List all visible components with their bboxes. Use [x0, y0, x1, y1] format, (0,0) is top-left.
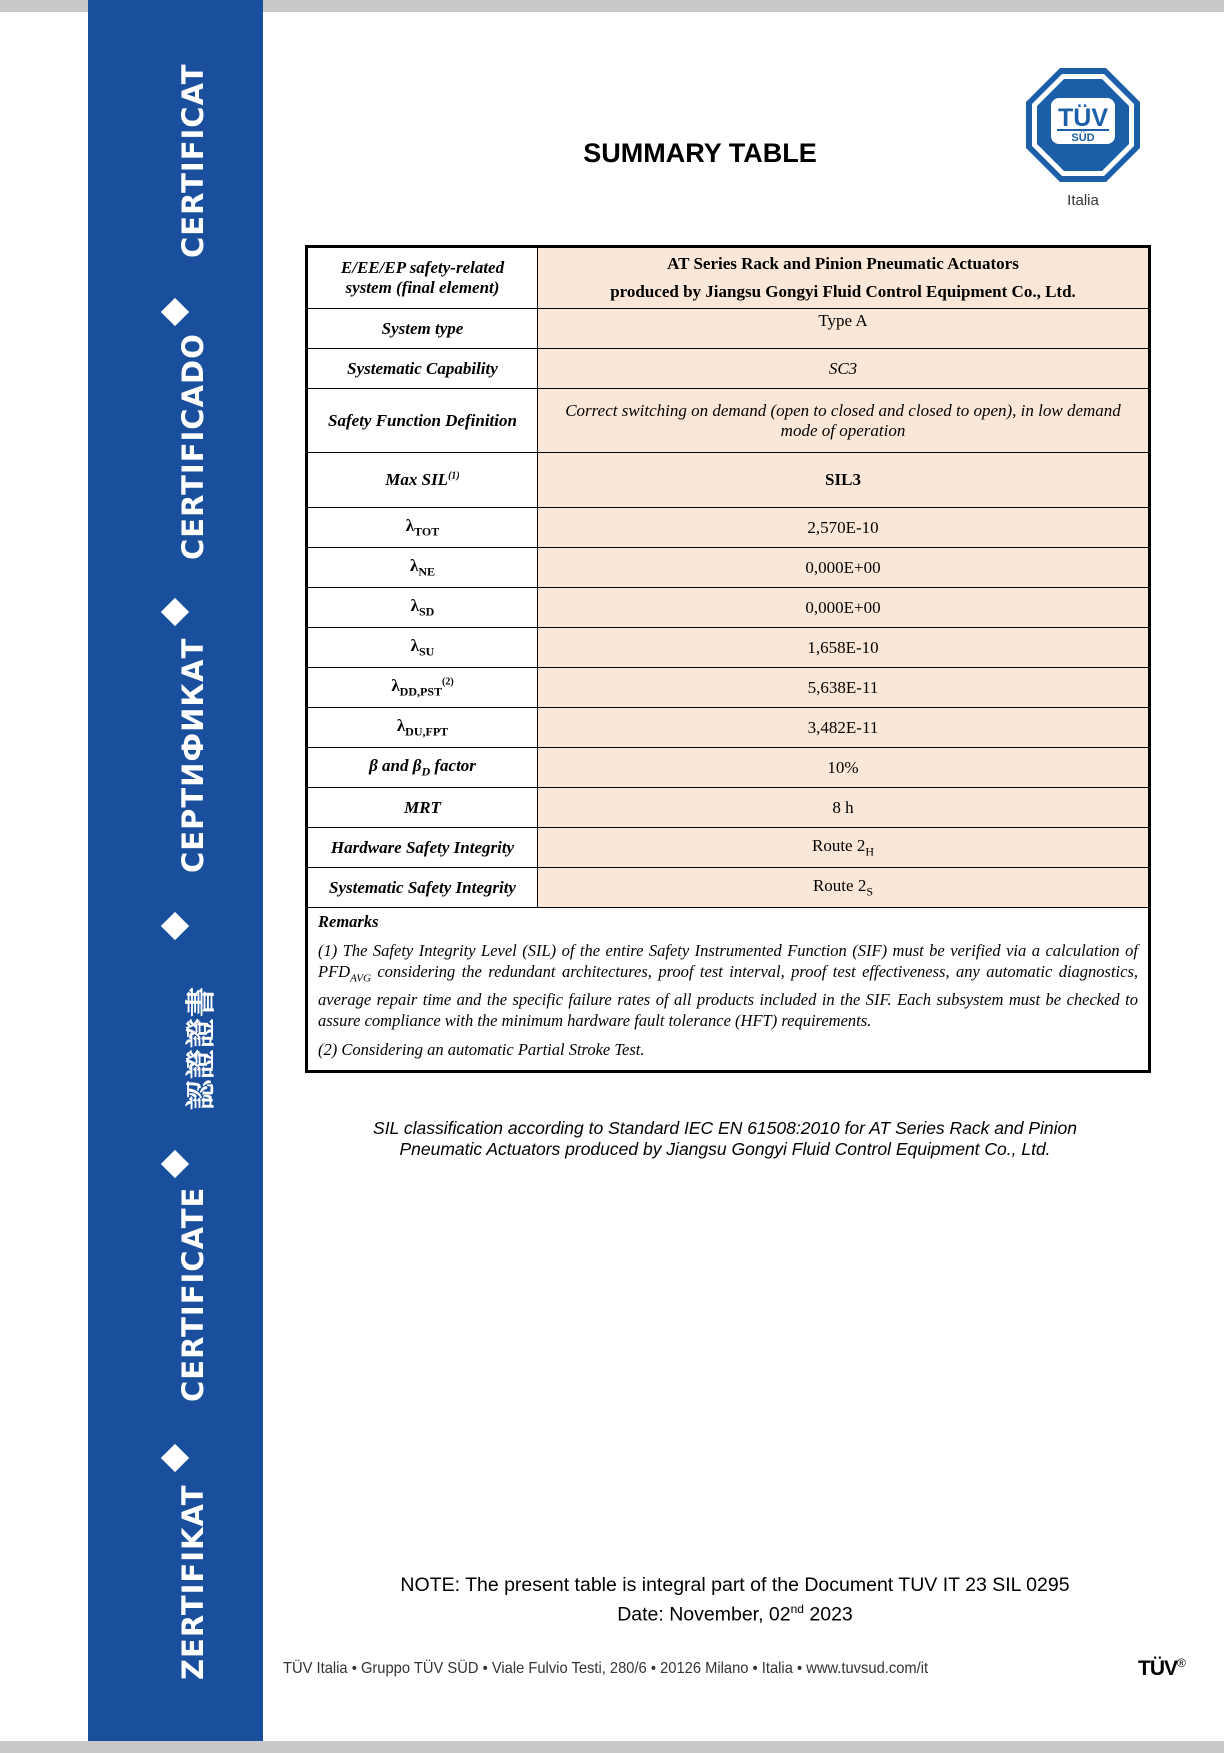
remark-1: (1) The Safety Integrity Level (SIL) of the entire Safety Instrumented Function (SIF) must be verified via a calculation of $PFD_{AVG}$ considering the redundant architectures, proof test interval, proof test effectiveness, any automatic diagnostics, average repair time and the specific failure rates of all products included in the SIF. Each subsystem must be checked to assure compliance with the minimum hardware fault tolerance (HFT) requirements.: [318, 941, 1138, 1031]
row-label: $\lambda_{SU}$: [307, 628, 538, 668]
note-line-1: NOTE: The present table is integral part of the Document TUV IT 23 SIL 0295: [400, 1574, 1070, 1596]
sidebar-word-chinese: 認證證書: [184, 986, 219, 1110]
row-value: Route $2_S$: [538, 868, 1150, 908]
remarks-title: Remarks: [318, 912, 379, 931]
row-label: Safety Function Definition: [307, 389, 538, 453]
table-row: [307, 668, 1150, 708]
remark-2: (2) Considering an automatic Partial Stroke Test.: [318, 1040, 645, 1060]
sidebar-word-certificat: CERTIFICAT: [176, 63, 210, 258]
logo-caption: Italia: [1067, 192, 1099, 209]
table-row: [307, 548, 1150, 588]
table-row: [307, 828, 1150, 868]
caption-line-1: SIL classification according to Standard IEC EN 61508:2010 for AT Series Rack and Pinion: [373, 1118, 1077, 1138]
row-label: $\lambda_{TOT}$: [307, 508, 538, 548]
row-label: E/EE/EP safety-related system (final element): [307, 247, 538, 309]
table-row: [307, 247, 1150, 309]
row-value: 10%: [538, 748, 1150, 788]
sil-classification-caption: [330, 1118, 1120, 1160]
table-row: [307, 453, 1150, 508]
svg-text:SÜD: SÜD: [1071, 132, 1095, 144]
row-value: Correct switching on demand (open to closed and closed to open), in low demand mode of operation: [538, 389, 1150, 453]
row-value: Type A: [538, 309, 1150, 349]
bottom-border: [0, 1741, 1224, 1753]
system-value-line1: AT Series Rack and Pinion Pneumatic Actuators: [667, 254, 1019, 273]
row-label: Hardware Safety Integrity: [307, 828, 538, 868]
sidebar-word-certificado: CERTIFICADO: [176, 333, 210, 560]
row-label: $\lambda_{DD,PST}^{(2)}$: [307, 668, 538, 708]
row-value: 2,570E-10: [538, 508, 1150, 548]
remarks-row: [307, 908, 1150, 1072]
row-value: [538, 247, 1150, 309]
caption-line-2: Pneumatic Actuators produced by Jiangsu Gongyi Fluid Control Equipment Co., Ltd.: [399, 1139, 1051, 1159]
system-value-line2: produced by Jiangsu Gongyi Fluid Control Equipment Co., Ltd.: [610, 282, 1076, 301]
table-row: [307, 309, 1150, 349]
table-row: [307, 628, 1150, 668]
row-value: 8 h: [538, 788, 1150, 828]
row-label: System type: [307, 309, 538, 349]
row-label: MRT: [307, 788, 538, 828]
note-date: Date: November, 02nd 2023: [617, 1602, 853, 1626]
row-value: 0,000E+00: [538, 548, 1150, 588]
remarks-cell: [307, 908, 1150, 1072]
table-row: [307, 588, 1150, 628]
row-value: 0,000E+00: [538, 588, 1150, 628]
row-value: SC3: [538, 349, 1150, 389]
table-row: [307, 389, 1150, 453]
row-value: Route $2_H$: [538, 828, 1150, 868]
table-row: [307, 788, 1150, 828]
row-value: 5,638E-11: [538, 668, 1150, 708]
document-note: [300, 1573, 1170, 1627]
table-row: [307, 748, 1150, 788]
table-row: [307, 708, 1150, 748]
svg-text:TÜV: TÜV: [1058, 104, 1108, 132]
table-row: [307, 868, 1150, 908]
summary-table: [305, 245, 1151, 1073]
row-label: $\lambda_{NE}$: [307, 548, 538, 588]
table-row: [307, 349, 1150, 389]
row-value: 3,482E-11: [538, 708, 1150, 748]
sidebar-word-certificate: CERTIFICATE: [176, 1186, 210, 1402]
row-value: SIL3: [538, 453, 1150, 508]
row-label: Max SIL$^{(1)}$: [307, 453, 538, 508]
footer-address: TÜV Italia • Gruppo TÜV SÜD • Viale Fulvio Testi, 280/6 • 20126 Milano • Italia • www.tuvsud.com/it: [283, 1660, 929, 1677]
page-title: SUMMARY TABLE: [583, 138, 817, 168]
row-label: Systematic Capability: [307, 349, 538, 389]
row-label: $\lambda_{DU,FPT}$: [307, 708, 538, 748]
row-label: $\lambda_{SD}$: [307, 588, 538, 628]
table-row: [307, 508, 1150, 548]
row-label: Systematic Safety Integrity: [307, 868, 538, 908]
sidebar-word-zertifikat: ZERTIFIKAT: [176, 1484, 210, 1680]
row-value: 1,658E-10: [538, 628, 1150, 668]
sidebar-word-russian: СЕРТИФИКАТ: [176, 637, 210, 873]
footer-tuv-logo: TÜV®: [1138, 1656, 1185, 1680]
row-label: β and $\beta_D$ factor: [307, 748, 538, 788]
tuv-sud-logo: [1024, 66, 1142, 184]
